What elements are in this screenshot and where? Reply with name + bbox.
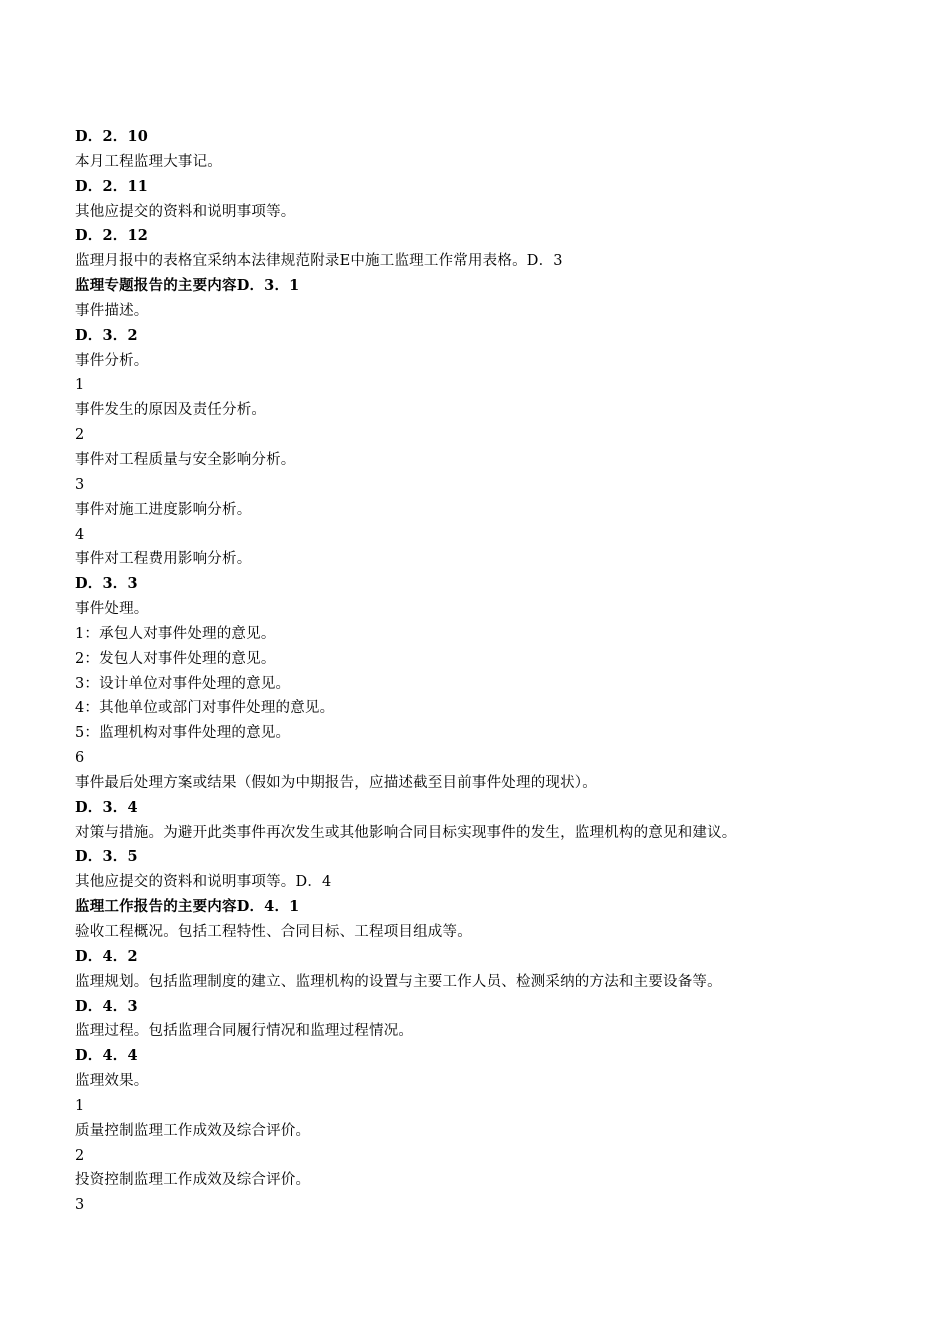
section-number: D．4．3 xyxy=(75,997,138,1015)
item-number: 1 xyxy=(75,377,85,394)
paragraph: 验收工程概况。包括工程特性、合同目标、工程项目组成等。 xyxy=(75,924,472,940)
item-number: 4 xyxy=(75,526,85,543)
list-item: 4：其他单位或部门对事件处理的意见。 xyxy=(75,700,335,717)
section-number: D．3．4 xyxy=(75,798,138,816)
paragraph: 监理月报中的表格宜采纳本法律规范附录E中施工监理工作常用表格。D．3 xyxy=(75,253,563,270)
paragraph: 投资控制监理工作成效及综合评价。 xyxy=(75,1172,311,1189)
paragraph: 事件发生的原因及责任分析。 xyxy=(75,402,267,419)
paragraph: 对策与措施。为避开此类事件再次发生或其他影响合同目标实现事件的发生，监理机构的意见和建议。 xyxy=(75,824,737,841)
paragraph: 监理过程。包括监理合同履行情况和监理过程情况。 xyxy=(75,1023,414,1040)
section-number: D．3．2 xyxy=(75,326,138,344)
section-number: D．2．10 xyxy=(75,128,149,145)
section-number: D．2．12 xyxy=(75,227,149,245)
section-number: D．4．2 xyxy=(75,947,138,965)
section-number: D．3．5 xyxy=(75,848,138,866)
list-item: 5：监理机构对事件处理的意见。 xyxy=(75,725,291,742)
item-number: 2 xyxy=(75,427,85,444)
paragraph: 事件对施工进度影响分析。 xyxy=(75,501,252,518)
paragraph: 事件最后处理方案或结果（假如为中期报告，应描述截至目前事件处理的现状）。 xyxy=(75,774,597,791)
list-item: 2：发包人对事件处理的意见。 xyxy=(75,650,276,667)
paragraph: 事件对工程质量与安全影响分析。 xyxy=(75,451,296,468)
section-heading: 监理工作报告的主要内容D．4．1 xyxy=(75,898,300,916)
paragraph: 事件处理。 xyxy=(75,601,149,618)
paragraph: 事件描述。 xyxy=(75,302,149,319)
paragraph: 本月工程监理大事记。 xyxy=(75,153,222,170)
item-number: 6 xyxy=(75,750,85,767)
item-number: 2 xyxy=(75,1147,85,1164)
section-heading: 监理专题报告的主要内容D．3．1 xyxy=(75,277,300,295)
list-item: 3：设计单位对事件处理的意见。 xyxy=(75,675,291,692)
document-page xyxy=(75,125,925,1218)
list-item: 1：承包人对事件处理的意见。 xyxy=(75,625,276,642)
section-number: D．4．4 xyxy=(75,1047,138,1065)
section-number: D．3．3 xyxy=(75,575,138,593)
section-number: D．2．11 xyxy=(75,177,149,195)
paragraph: 质量控制监理工作成效及综合评价。 xyxy=(75,1122,311,1139)
paragraph: 监理效果。 xyxy=(75,1073,149,1090)
paragraph: 事件分析。 xyxy=(75,352,149,369)
item-number: 3 xyxy=(75,476,85,493)
item-number: 3 xyxy=(75,1197,85,1214)
paragraph: 其他应提交的资料和说明事项等。 xyxy=(75,203,296,220)
item-number: 1 xyxy=(75,1097,85,1114)
paragraph: 其他应提交的资料和说明事项等。D．4 xyxy=(75,874,332,891)
paragraph: 事件对工程费用影响分析。 xyxy=(75,551,252,568)
paragraph: 监理规划。包括监理制度的建立、监理机构的设置与主要工作人员、检测采纳的方法和主要设备等。 xyxy=(75,973,722,990)
